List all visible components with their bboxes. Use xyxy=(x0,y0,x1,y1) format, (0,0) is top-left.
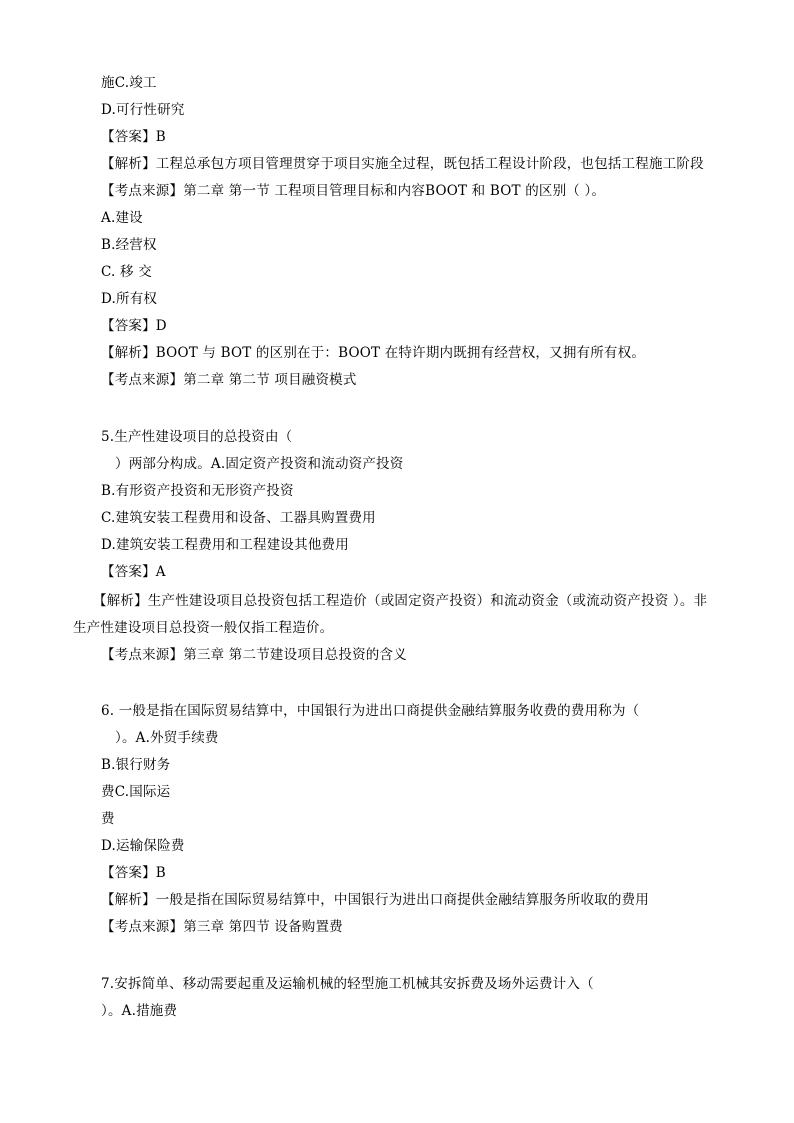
text-line: 【解析】生产性建设项目总投资包括工程造价（或固定资产投资）和流动资金（或流动资产投资 ）。非 xyxy=(93,593,708,609)
text-line: 【考点来源】第二章 第二节 项目融资模式 xyxy=(101,372,357,388)
text-line: A.建设 xyxy=(101,210,143,226)
text-line: 【答案】D xyxy=(101,318,167,334)
text-line: D.建筑安装工程费用和工程建设其他费用 xyxy=(101,537,349,553)
text-line: 【考点来源】第三章 第二节建设项目总投资的含义 xyxy=(101,647,407,663)
text-line: ）。A.外贸手续费 xyxy=(115,730,219,746)
text-line: D.可行性研究 xyxy=(101,102,185,118)
text-line: 【解析】一般是指在国际贸易结算中，中国银行为进出口商提供金融结算服务所收取的费用 xyxy=(101,892,649,908)
text-line: C. 移 交 xyxy=(101,264,152,280)
text-line: 【答案】A xyxy=(101,564,166,580)
text-line: ）两部分构成。A.固定资产投资和流动资产投资 xyxy=(115,456,404,472)
text-line: 施C.竣工 xyxy=(101,75,157,91)
text-line: 费 xyxy=(101,811,115,827)
text-line: 费C.国际运 xyxy=(101,784,171,800)
question-6: 6. 一般是指在国际贸易结算中，中国银行为进出口商提供金融结算服务收费的费用称为（ xyxy=(101,703,640,719)
text-line: 【解析】工程总承包方项目管理贯穿于项目实施全过程，既包括工程设计阶段，也包括工程施工阶段 xyxy=(101,156,704,172)
text-line: B.银行财务 xyxy=(101,757,171,773)
text-line: B.经营权 xyxy=(101,237,157,253)
text-line: ）。A.措施费 xyxy=(101,1003,178,1019)
text-line: D.所有权 xyxy=(101,291,158,307)
text-line: 【考点来源】第三章 第四节 设备购置费 xyxy=(101,919,343,935)
text-line: C.建筑安装工程费用和设备、工器具购置费用 xyxy=(101,510,376,526)
text-line: 【答案】B xyxy=(101,129,166,145)
text-line: 【考点来源】第二章 第一节 工程项目管理目标和内容BOOT 和 BOT 的区别（ ）。 xyxy=(101,183,606,199)
question-5: 5.生产性建设项目的总投资由（ xyxy=(101,429,293,445)
text-line: 生产性建设项目总投资一般仅指工程造价。 xyxy=(73,620,334,636)
text-line: B.有形资产投资和无形资产投资 xyxy=(101,483,294,499)
text-line: 【答案】B xyxy=(101,865,166,881)
text-line: D.运输保险费 xyxy=(101,838,185,854)
text-line: 【解析】BOOT 与 BOT 的区别在于：BOOT 在特许期内既拥有经营权，又拥有所有权。 xyxy=(101,345,646,361)
question-7: 7.安拆简单、移动需要起重及运输机械的轻型施工机械其安拆费及场外运费计入（ xyxy=(101,976,594,992)
